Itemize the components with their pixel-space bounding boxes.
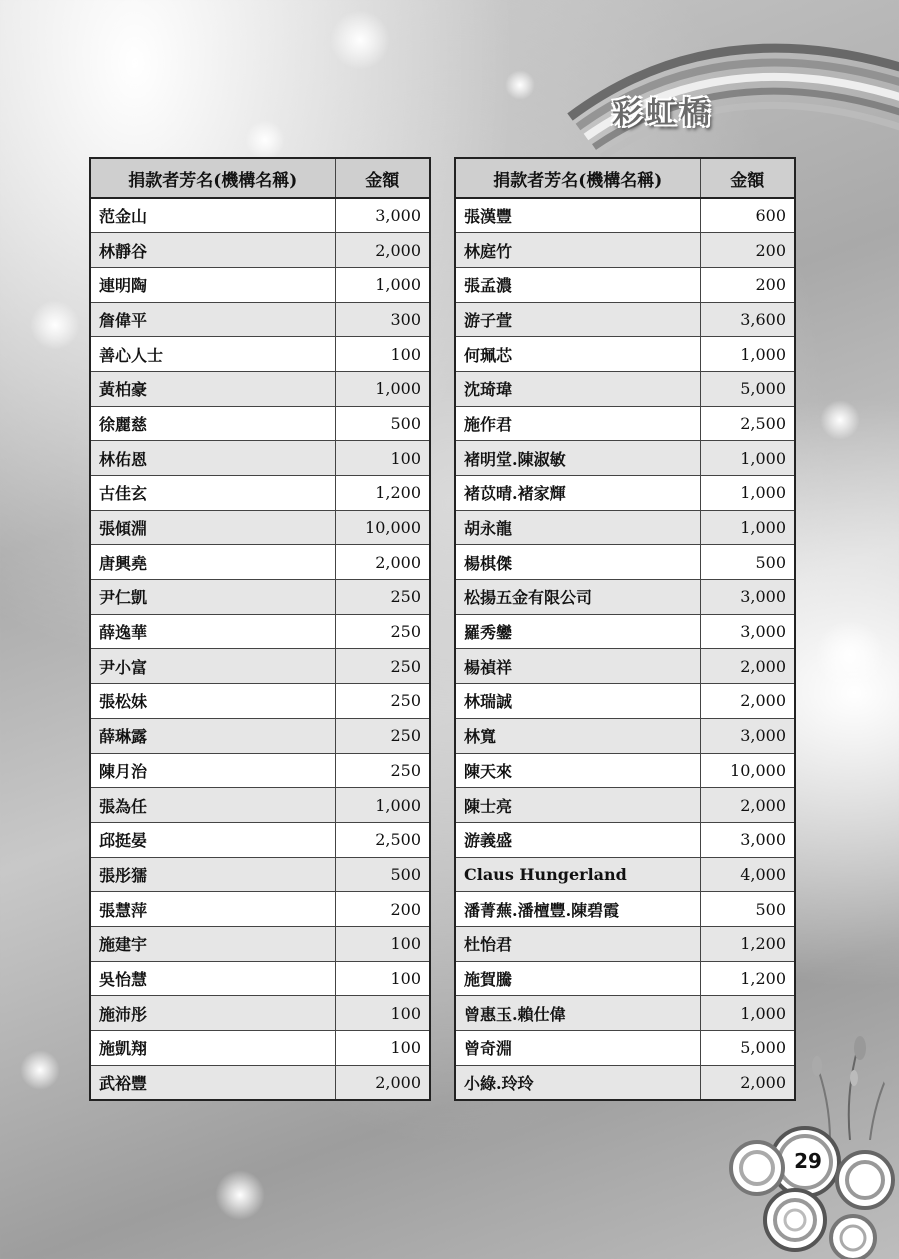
table-row — [455, 788, 795, 823]
donor-name: 羅秀鑾 — [455, 614, 700, 649]
donor-name: 吳怡慧 — [90, 961, 335, 996]
sparkle-decoration — [815, 620, 885, 690]
donor-name: 林佑恩 — [90, 441, 335, 476]
donor-name: 褚明堂.陳淑敏 — [455, 441, 700, 476]
donor-name: 張為任 — [90, 788, 335, 823]
donation-amount: 10,000 — [335, 510, 430, 545]
donation-amount: 1,000 — [335, 267, 430, 302]
donor-name: 黃柏豪 — [90, 371, 335, 406]
donation-amount: 3,600 — [700, 302, 795, 337]
donor-name: 薛琳露 — [90, 718, 335, 753]
donation-amount: 1,200 — [700, 926, 795, 961]
table-row — [90, 545, 430, 580]
donor-name: 張松妹 — [90, 684, 335, 719]
donation-amount: 2,500 — [700, 406, 795, 441]
table-row — [90, 788, 430, 823]
donor-name: 游子萱 — [455, 302, 700, 337]
table-row — [455, 857, 795, 892]
donation-amount: 2,000 — [335, 233, 430, 268]
table-row — [455, 1031, 795, 1066]
donation-amount: 1,000 — [700, 441, 795, 476]
table-row — [455, 545, 795, 580]
donation-amount: 500 — [335, 857, 430, 892]
donor-name: 尹仁凱 — [90, 580, 335, 615]
sparkle-decoration — [215, 1170, 265, 1220]
table-row — [455, 926, 795, 961]
donor-name: 詹偉平 — [90, 302, 335, 337]
table-row — [90, 406, 430, 441]
donation-amount: 250 — [335, 580, 430, 615]
table-row — [455, 580, 795, 615]
donor-name: 施賀騰 — [455, 961, 700, 996]
donation-amount: 100 — [335, 926, 430, 961]
table-row — [455, 406, 795, 441]
donor-name: 張孟濃 — [455, 267, 700, 302]
donation-amount: 1,200 — [335, 476, 430, 511]
donor-name: 曾奇淵 — [455, 1031, 700, 1066]
table-row — [90, 684, 430, 719]
donor-name: 林靜谷 — [90, 233, 335, 268]
donor-name: 陳天來 — [455, 753, 700, 788]
donor-name: 褚苡晴.褚家輝 — [455, 476, 700, 511]
donor-name: 尹小富 — [90, 649, 335, 684]
donation-amount: 1,000 — [335, 788, 430, 823]
column-header-name: 捐款者芳名(機構名稱) — [455, 158, 700, 198]
donor-name: 張慧萍 — [90, 892, 335, 927]
table-row — [455, 510, 795, 545]
table-row — [90, 476, 430, 511]
donor-name: 張漢豐 — [455, 198, 700, 233]
sparkle-decoration — [245, 120, 285, 160]
donation-amount: 100 — [335, 441, 430, 476]
donor-name: 小綠.玲玲 — [455, 1065, 700, 1100]
table-row — [455, 822, 795, 857]
donor-name: 何珮芯 — [455, 337, 700, 372]
table-header-row — [455, 158, 795, 198]
table-row — [90, 233, 430, 268]
table-row — [455, 649, 795, 684]
donation-amount: 100 — [335, 961, 430, 996]
donation-amount: 600 — [700, 198, 795, 233]
table-row — [455, 476, 795, 511]
donation-amount: 3,000 — [700, 718, 795, 753]
table-row — [90, 926, 430, 961]
donor-name: 胡永龍 — [455, 510, 700, 545]
donation-amount: 500 — [335, 406, 430, 441]
donor-name: 武裕豐 — [90, 1065, 335, 1100]
table-row — [455, 267, 795, 302]
donation-amount: 10,000 — [700, 753, 795, 788]
table-row — [455, 371, 795, 406]
donation-amount: 1,000 — [700, 996, 795, 1031]
donation-amount: 250 — [335, 649, 430, 684]
donation-amount: 250 — [335, 684, 430, 719]
sparkle-decoration — [20, 1050, 60, 1090]
donor-name: 唐興堯 — [90, 545, 335, 580]
donor-name: 施凱翔 — [90, 1031, 335, 1066]
donor-name: 施作君 — [455, 406, 700, 441]
donation-amount: 4,000 — [700, 857, 795, 892]
donor-name: 松揚五金有限公司 — [455, 580, 700, 615]
donation-amount: 1,000 — [700, 476, 795, 511]
donor-name: 楊禎祥 — [455, 649, 700, 684]
donation-amount: 200 — [335, 892, 430, 927]
sparkle-decoration — [820, 400, 860, 440]
donation-amount: 250 — [335, 753, 430, 788]
donation-amount: 3,000 — [700, 822, 795, 857]
table-row — [90, 337, 430, 372]
table-row — [90, 961, 430, 996]
donor-name: 林寬 — [455, 718, 700, 753]
table-row — [90, 892, 430, 927]
table-row — [455, 614, 795, 649]
donor-name: 杜怡君 — [455, 926, 700, 961]
table-row — [90, 580, 430, 615]
donation-amount: 1,000 — [700, 337, 795, 372]
donation-amount: 2,000 — [700, 1065, 795, 1100]
table-row — [455, 892, 795, 927]
donor-name: 張傾淵 — [90, 510, 335, 545]
table-row — [455, 302, 795, 337]
donation-amount: 2,000 — [700, 649, 795, 684]
donor-name: 游義盛 — [455, 822, 700, 857]
donation-amount: 250 — [335, 614, 430, 649]
donation-amount: 2,500 — [335, 822, 430, 857]
section-title: 彩虹橋 — [612, 96, 714, 131]
donation-amount: 3,000 — [700, 580, 795, 615]
table-row — [90, 198, 430, 233]
donation-amount: 5,000 — [700, 371, 795, 406]
donation-amount: 500 — [700, 892, 795, 927]
donation-amount: 1,000 — [335, 371, 430, 406]
donor-name: Claus Hungerland — [455, 857, 700, 892]
donor-name: 陳月治 — [90, 753, 335, 788]
donation-amount: 2,000 — [700, 788, 795, 823]
donor-name: 連明陶 — [90, 267, 335, 302]
table-row — [455, 441, 795, 476]
donation-amount: 3,000 — [335, 198, 430, 233]
donor-name: 施沛彤 — [90, 996, 335, 1031]
table-row — [90, 371, 430, 406]
table-row — [455, 718, 795, 753]
table-row — [455, 684, 795, 719]
donation-amount: 100 — [335, 1031, 430, 1066]
column-header-name: 捐款者芳名(機構名稱) — [90, 158, 335, 198]
table-row — [90, 649, 430, 684]
donation-amount: 5,000 — [700, 1031, 795, 1066]
donation-amount: 100 — [335, 337, 430, 372]
sparkle-decoration — [30, 300, 80, 350]
donor-name: 徐麗慈 — [90, 406, 335, 441]
table-body — [455, 198, 795, 1100]
table-row — [90, 1065, 430, 1100]
donor-name: 范金山 — [90, 198, 335, 233]
donor-name: 張彤獳 — [90, 857, 335, 892]
table-row — [90, 267, 430, 302]
table-row — [90, 614, 430, 649]
donor-name: 曾惠玉.賴仕偉 — [455, 996, 700, 1031]
table-row — [90, 510, 430, 545]
table-row — [90, 857, 430, 892]
donation-amount: 2,000 — [335, 1065, 430, 1100]
donor-name: 林庭竹 — [455, 233, 700, 268]
sparkle-decoration — [330, 10, 390, 70]
donation-amount: 250 — [335, 718, 430, 753]
page-number: 29 — [794, 1149, 822, 1173]
donation-amount: 1,000 — [700, 510, 795, 545]
table-row — [455, 961, 795, 996]
donation-amount: 200 — [700, 233, 795, 268]
donation-table-left — [89, 157, 431, 1101]
table-row — [90, 718, 430, 753]
table-row — [90, 996, 430, 1031]
table-row — [90, 441, 430, 476]
donor-name: 善心人士 — [90, 337, 335, 372]
donor-name: 潘菁蕪.潘檀豐.陳碧霞 — [455, 892, 700, 927]
donor-name: 古佳玄 — [90, 476, 335, 511]
donor-name: 施建宇 — [90, 926, 335, 961]
donation-amount: 500 — [700, 545, 795, 580]
table-body — [90, 198, 430, 1100]
column-header-amount: 金額 — [700, 158, 795, 198]
table-row — [455, 1065, 795, 1100]
sparkle-decoration — [505, 70, 535, 100]
table-row — [90, 753, 430, 788]
donation-amount: 200 — [700, 267, 795, 302]
table-header-row — [90, 158, 430, 198]
donation-amount: 100 — [335, 996, 430, 1031]
donor-name: 楊棋傑 — [455, 545, 700, 580]
table-row — [455, 198, 795, 233]
donor-name: 陳士亮 — [455, 788, 700, 823]
table-row — [90, 822, 430, 857]
concentric-circles-icon — [725, 1120, 899, 1259]
donation-amount: 300 — [335, 302, 430, 337]
donation-amount: 1,200 — [700, 961, 795, 996]
column-header-amount: 金額 — [335, 158, 430, 198]
donor-name: 林瑞誠 — [455, 684, 700, 719]
donor-name: 薛逸華 — [90, 614, 335, 649]
table-row — [455, 753, 795, 788]
table-row — [90, 1031, 430, 1066]
donor-name: 沈琦瑋 — [455, 371, 700, 406]
donation-amount: 3,000 — [700, 614, 795, 649]
donor-name: 邱挺晏 — [90, 822, 335, 857]
donation-table-right — [454, 157, 796, 1101]
table-row — [455, 337, 795, 372]
table-row — [90, 302, 430, 337]
donation-amount: 2,000 — [700, 684, 795, 719]
table-row — [455, 233, 795, 268]
table-row — [455, 996, 795, 1031]
donation-amount: 2,000 — [335, 545, 430, 580]
